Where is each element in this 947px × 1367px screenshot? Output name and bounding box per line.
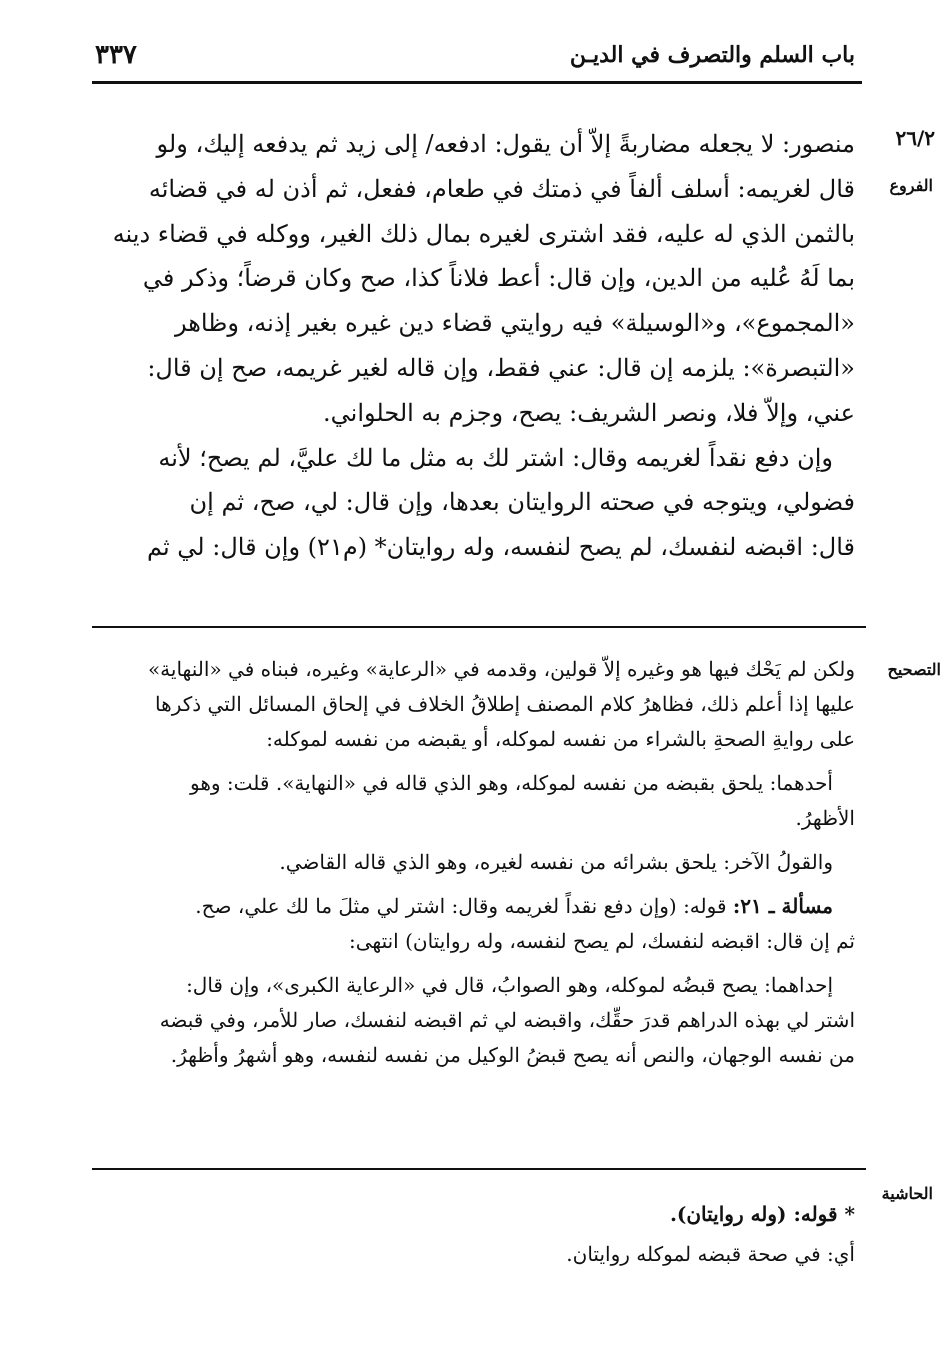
masala-label: مسألة ـ ٢١: [732, 894, 833, 918]
header-rule [92, 81, 862, 84]
section-rule [92, 626, 866, 628]
main-line: قال لغريمه: أسلف ألفاً في ذمتك في طعام، ففعل، ثم أذن له في قضائه [148, 174, 855, 203]
tashih-line: من نفسه الوجهان، والنص أنه يصح قبضُ الوكيل من نفسه لنفسه، وهو أشهرُ وأظهرُ. [170, 1043, 855, 1067]
tashih-line: أحدهما: يلحق بقبضه من نفسه لموكله، وهو الذي قاله في «النهاية». قلت: وهو [190, 771, 833, 795]
hashiya-heading: * قوله: (وله روايتان). [669, 1202, 855, 1226]
main-line: عني، وإلاّ فلا، ونصر الشريف: يصح، وجزم به الحلواني. [323, 398, 855, 427]
tashih-line: إحداهما: يصح قبضُه لموكله، وهو الصوابُ، قال في «الرعاية الكبرى»، وإن قال: [186, 973, 833, 997]
section-rule [92, 1168, 866, 1170]
margin-reference: ٢٦/٢ [895, 126, 935, 150]
tashih-line: الأظهرُ. [795, 806, 855, 830]
tashih-line: ثم إن قال: اقبضه لنفسك، لم يصح لنفسه، وله روايتان) انتهى: [348, 929, 855, 953]
tashih-line: والقولُ الآخر: يلحق بشرائه من نفسه لغيره، وهو الذي قاله القاضي. [279, 850, 833, 874]
main-line: بالثمن الذي له عليه، فقد اشترى لغيره بمال ذلك الغير، ووكله في قضاء دينه [112, 219, 855, 248]
main-line: قال: اقبضه لنفسك، لم يصح لنفسه، وله روايتان* (م٢١) وإن قال: لي ثم [147, 533, 855, 562]
masala-line [81, 889, 855, 924]
tashih-line: اشتر لي بهذه الدراهم قدرَ حقِّك، واقبضه لي ثم اقبضه لنفسك، صار للأمر، وفي قبضه [159, 1008, 855, 1032]
tashih-text [81, 652, 855, 1073]
margin-label-tashih: التصحيح [887, 660, 941, 679]
main-line: منصور: لا يجعله مضاربةً إلاّ أن يقول: ادفعه/ إلى زيد ثم يدفعه إليك، ولو [156, 130, 855, 158]
main-line: وإن دفع نقداً لغريمه وقال: اشتر لك به مثل ما لك عليَّ، لم يصح؛ لأنه [158, 443, 833, 472]
main-line: «المجموع»، و«الوسيلة» فيه روايتي قضاء دين غيره بغير إذنه، وظاهر [175, 309, 855, 338]
tashih-line: على روايةِ الصحةِ بالشراء من نفسه لموكله، أو يقبضه من نفسه لموكله: [266, 727, 855, 751]
margin-label-hashiya: الحاشية [881, 1184, 933, 1203]
main-text [81, 122, 855, 570]
main-line: بما لَهُ عُليه من الدين، وإن قال: أعط فلاناً كذا، صح وكان قرضاً؛ وذكر في [142, 264, 855, 293]
masala-rest: قوله: (وإن دفع نقداً لغريمه وقال: اشتر لي مثلَ ما لك علي، صح. [195, 894, 733, 918]
hashiya-text [81, 1194, 855, 1274]
main-line: «التبصرة»: يلزمه إن قال: عني فقط، وإن قاله لغير غريمه، صح إن قال: [147, 353, 855, 382]
hashiya-line: أي: في صحة قبضه لموكله روايتان. [566, 1242, 855, 1266]
chapter-title: باب السلم والتصرف في الديـن [569, 42, 855, 68]
main-line: فضولي، ويتوجه في صحته الروايتان بعدها، وإن قال: لي، صح، ثم إن [189, 488, 855, 517]
margin-label-furu: الفروع [889, 176, 933, 195]
tashih-line: عليها إذا أعلم ذلك، فظاهرُ كلام المصنف إطلاقُ الخلاف في إلحاق المسائل التي ذكرها [155, 692, 855, 716]
page-number: ٣٣٧ [95, 40, 137, 70]
tashih-line: ولكن لم يَحْك فيها هو وغيره إلاّ قولين، وقدمه في «الرعاية» وغيره، فبناه في «النهاية» [147, 657, 855, 681]
